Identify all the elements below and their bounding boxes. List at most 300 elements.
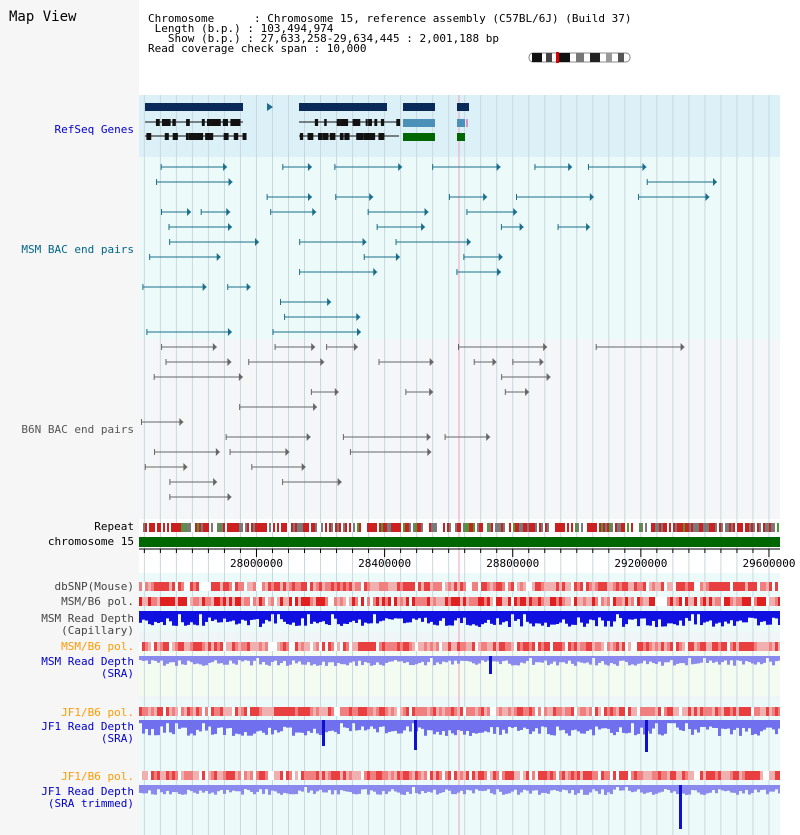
msm-b6-pol-strip (604, 597, 607, 606)
jf1-depth-trimmed-bar (151, 785, 154, 794)
msm-b6-pol-strip (430, 597, 433, 606)
dbsnp-strip (199, 582, 202, 591)
jf1-b6-pol-strip (364, 707, 367, 716)
jf1-depth-sra-bar (583, 720, 586, 734)
repeat-block (617, 523, 619, 532)
jf1-depth-sra-bar (172, 720, 175, 734)
dbsnp-strip (442, 582, 445, 591)
msm-depth-sra-bar (379, 656, 382, 665)
msm-depth-capillary-bar (601, 611, 604, 620)
msm-b6-pol-2-strip (379, 642, 382, 651)
msm-depth-sra-bar (145, 656, 148, 661)
msm-b6-pol-2-strip (415, 642, 418, 651)
jf1-depth-trimmed-bar (541, 785, 544, 793)
repeat-block (177, 523, 179, 532)
msm-depth-capillary-bar (577, 611, 580, 617)
msm-b6-pol-2-strip (343, 642, 346, 651)
repeat-block (193, 523, 195, 532)
dbsnp-strip (286, 582, 289, 591)
repeat-block (557, 523, 559, 532)
msm-depth-sra-bar (745, 656, 748, 661)
msm-b6-pol-2-strip (448, 642, 451, 651)
msm-b6-pol-strip (619, 597, 622, 606)
msm-b6-pol-2-strip (466, 642, 469, 651)
msm-depth-sra-bar (457, 656, 460, 664)
msm-depth-sra-bar (139, 656, 142, 660)
dbsnp-strip (448, 582, 451, 591)
track-canvas[interactable] (139, 95, 780, 835)
jf1-b6-pol-2-strip (490, 771, 493, 780)
jf1-depth-trimmed-bar (376, 785, 379, 794)
jf1-b6-pol-2-strip (601, 771, 604, 780)
msm-depth-sra-bar (607, 656, 610, 666)
jf1-b6-pol-strip (448, 707, 451, 716)
msm-b6-pol-strip (679, 597, 682, 606)
jf1-depth-sra-bar (307, 720, 310, 731)
dbsnp-strip (736, 582, 739, 591)
repeat-block (339, 523, 341, 532)
jf1-depth-sra-bar (292, 720, 295, 736)
dbsnp-strip (283, 582, 286, 591)
jf1-depth-trimmed-bar (487, 785, 490, 789)
msm-b6-pol-strip (331, 597, 334, 606)
jf1-b6-pol-strip (307, 707, 310, 716)
jf1-depth-trimmed-bar (556, 785, 559, 791)
repeat-block (683, 523, 685, 532)
axis-tick-labels (139, 555, 800, 571)
repeat-block (601, 523, 603, 532)
jf1-b6-pol-strip (622, 707, 625, 716)
jf1-b6-pol-strip (745, 707, 748, 716)
jf1-b6-pol-2-strip (361, 771, 364, 780)
dbsnp-strip (454, 582, 457, 591)
dbsnp-strip (676, 582, 679, 591)
jf1-depth-sra-bar (352, 720, 355, 723)
dbsnp-strip (223, 582, 226, 591)
dbsnp-strip (667, 582, 670, 591)
msm-depth-sra-bar (526, 656, 529, 661)
msm-b6-pol-strip (196, 597, 199, 606)
msm-b6-pol-strip (721, 597, 724, 606)
jf1-b6-pol-strip (223, 707, 226, 716)
jf1-b6-pol-2-strip (352, 771, 355, 780)
repeat-block (651, 523, 653, 532)
msm-depth-sra-bar (397, 656, 400, 662)
dbsnp-strip (205, 582, 208, 591)
msm-depth-capillary-bar (469, 611, 472, 625)
msm-depth-sra-bar (580, 656, 583, 663)
dbsnp-strip (214, 582, 217, 591)
jf1-depth-trimmed-bar (616, 785, 619, 787)
msm-depth-sra-bar (430, 656, 433, 658)
msm-b6-pol-2-strip (229, 642, 232, 651)
msm-depth-sra-bar (550, 656, 553, 664)
dbsnp-strip (301, 582, 304, 591)
msm-depth-sra-bar (739, 656, 742, 661)
jf1-depth-trimmed-bar (673, 785, 676, 791)
msm-depth-capillary-bar (376, 611, 379, 623)
msm-depth-sra-bar (334, 656, 337, 666)
jf1-depth-trimmed-bar (574, 785, 577, 795)
jf1-depth-sra-bar (586, 720, 589, 731)
msm-b6-pol-strip (277, 597, 280, 606)
jf1-b6-pol-2-strip (448, 771, 451, 780)
repeat-block (587, 523, 589, 532)
refseq-exon (243, 133, 247, 140)
repeat-block (667, 523, 669, 532)
repeat-block (323, 523, 325, 532)
jf1-depth-sra-bar (328, 720, 331, 731)
jf1-depth-sra-bar (553, 720, 556, 735)
msm-b6-pol-strip (244, 597, 247, 606)
jf1-depth-sra-bar (346, 720, 349, 728)
jf1-depth-sra-bar (700, 720, 703, 727)
msm-depth-capillary-bar (568, 611, 571, 627)
show-range-info: Show (b.p.) : 27,633,258-29,634,445 : 2,001,188 bp (148, 32, 499, 45)
repeat-block (479, 523, 481, 532)
ideogram-band (558, 53, 570, 62)
jf1-depth-sra-bar (298, 720, 301, 732)
jf1-b6-pol-2-strip (472, 771, 475, 780)
repeat-block (627, 523, 629, 532)
jf1-depth-sra-bar (385, 720, 388, 733)
msm-b6-pol-strip (727, 597, 730, 606)
dbsnp-strip (148, 582, 151, 591)
msm-depth-capillary-bar (268, 611, 271, 621)
msm-b6-pol-2-strip (217, 642, 220, 651)
jf1-depth-trimmed-bar (271, 785, 274, 791)
repeat-block (691, 523, 693, 532)
msm-depth-sra-bar (352, 656, 355, 661)
msm-b6-pol-2-strip (754, 642, 757, 651)
msm-depth-capillary-bar (754, 611, 757, 619)
repeat-block (291, 523, 293, 532)
msm-depth-sra-bar (439, 656, 442, 664)
repeat-block (157, 523, 159, 532)
msm-b6-pol-strip (529, 597, 532, 606)
jf1-b6-pol-2-strip (706, 771, 709, 780)
jf1-b6-pol-strip (565, 707, 568, 716)
jf1-b6-pol-2-strip (379, 771, 382, 780)
msm-depth-sra-bar (709, 656, 712, 661)
repeat-block (701, 523, 703, 532)
msm-b6-pol-2-strip (247, 642, 250, 651)
jf1-b6-pol-strip (232, 707, 235, 716)
axis-tick-label: 29600000 (742, 557, 796, 570)
msm-b6-pol-2-strip (670, 642, 673, 651)
jf1-depth-sra-bar (610, 720, 613, 733)
jf1-depth-sra-bar (658, 720, 661, 734)
jf1-b6-pol-2-strip (604, 771, 607, 780)
jf1-b6-pol-strip (439, 707, 442, 716)
repeat-block (375, 523, 377, 532)
repeat-block (307, 523, 309, 532)
jf1-depth-trimmed-bar (445, 785, 448, 789)
jf1-depth-sra-bar (733, 720, 736, 730)
dbsnp-strip (202, 582, 205, 591)
jf1-depth-trimmed-bar (499, 785, 502, 792)
jf1-b6-pol-strip (151, 707, 154, 716)
jf1-depth-sra-bar (709, 720, 712, 727)
jf1-depth-sra-bar (673, 720, 676, 723)
ideogram-band (532, 53, 542, 62)
jf1-depth-trimmed-bar (715, 785, 718, 793)
msm-depth-capillary-bar (478, 611, 481, 627)
jf1-b6-pol-2-strip (187, 771, 190, 780)
msm-b6-pol-strip (346, 597, 349, 606)
msm-b6-pol-2-strip (517, 642, 520, 651)
label-msm-read-depth-sra: MSM Read Depth (SRA) (41, 655, 134, 680)
jf1-b6-pol-2-strip (373, 771, 376, 780)
repeat-block (739, 523, 741, 532)
msm-depth-sra-bar (421, 656, 424, 662)
repeat-block (313, 523, 315, 532)
jf1-depth-trimmed-bar (397, 785, 400, 793)
msm-depth-capillary-bar (529, 611, 532, 624)
msm-depth-sra-bar (202, 656, 205, 666)
msm-b6-pol-2-strip (226, 642, 229, 651)
jf1-b6-pol-strip (148, 707, 151, 716)
jf1-depth-trimmed-bar (385, 785, 388, 794)
dbsnp-strip (769, 582, 772, 591)
jf1-b6-pol-2-strip (145, 771, 148, 780)
msm-depth-sra-bar (442, 656, 445, 662)
msm-depth-capillary-bar (511, 611, 514, 614)
jf1-depth-sra-bar (343, 720, 346, 727)
dbsnp-strip (373, 582, 376, 591)
msm-b6-pol-strip (406, 597, 409, 606)
repeat-block (277, 523, 279, 532)
jf1-b6-pol-strip (196, 707, 199, 716)
msm-b6-pol-strip (505, 597, 508, 606)
jf1-depth-sra-bar (376, 720, 379, 732)
msm-b6-pol-2-strip (148, 642, 151, 651)
jf1-depth-trimmed-bar (211, 785, 214, 793)
dbsnp-strip (661, 582, 664, 591)
msm-depth-sra-bar (586, 656, 589, 663)
msm-b6-pol-2-strip (769, 642, 772, 651)
jf1-b6-pol-strip (658, 707, 661, 716)
jf1-depth-trimmed-bar (298, 785, 301, 791)
jf1-b6-pol-strip (199, 707, 202, 716)
dbsnp-strip (730, 582, 733, 591)
jf1-depth-trimmed-bar (349, 785, 352, 792)
msm-depth-sra-bar (721, 656, 724, 662)
msm-depth-capillary-bar (727, 611, 730, 624)
jf1-depth-trimmed-bar (682, 785, 685, 794)
msm-b6-pol-strip (283, 597, 286, 606)
jf1-b6-pol-strip (529, 707, 532, 716)
msm-b6-pol-2-strip (703, 642, 706, 651)
msm-depth-sra-bar (322, 656, 325, 662)
msm-depth-sra-bar (529, 656, 532, 658)
refseq-exon (330, 133, 332, 140)
jf1-depth-trimmed-bar (316, 785, 319, 791)
jf1-b6-pol-2-strip (199, 771, 202, 780)
msm-depth-capillary-bar (256, 611, 259, 619)
msm-b6-pol-strip (229, 597, 232, 606)
msm-b6-pol-strip (298, 597, 301, 606)
jf1-depth-sra-bar (505, 720, 508, 734)
jf1-b6-pol-strip (265, 707, 268, 716)
jf1-depth-sra-bar (679, 720, 682, 730)
msm-depth-sra-bar (349, 656, 352, 663)
jf1-b6-pol-strip (712, 707, 715, 716)
jf1-depth-sra-bar (280, 720, 283, 731)
msm-b6-pol-2-strip (274, 642, 277, 651)
jf1-b6-pol-strip (469, 707, 472, 716)
jf1-b6-pol-strip (739, 707, 742, 716)
jf1-b6-pol-2-strip (727, 771, 730, 780)
msm-depth-sra-bar (655, 656, 658, 664)
msm-depth-capillary-bar (607, 611, 610, 621)
dbsnp-strip (427, 582, 430, 591)
repeat-block (537, 523, 539, 532)
jf1-depth-trimmed-bar (361, 785, 364, 789)
repeat-block (659, 523, 661, 532)
jf1-b6-pol-strip (517, 707, 520, 716)
jf1-b6-pol-2-strip (142, 771, 145, 780)
jf1-b6-pol-2-strip (724, 771, 727, 780)
msm-depth-sra-bar (187, 656, 190, 661)
dbsnp-strip (718, 582, 721, 591)
refseq-exon (186, 119, 190, 126)
jf1-depth-sra-bar (256, 720, 259, 731)
msm-depth-sra-bar (436, 656, 439, 662)
repeat-block (179, 523, 181, 532)
msm-b6-pol-strip (532, 597, 535, 606)
msm-depth-sra-bar (376, 656, 379, 662)
repeat-block (399, 523, 401, 532)
msm-depth-capillary-bar (673, 611, 676, 624)
msm-depth-sra-bar (244, 656, 247, 660)
repeat-block (509, 523, 511, 532)
jf1-depth-trimmed-bar (379, 785, 382, 795)
dbsnp-strip (574, 582, 577, 591)
jf1-b6-pol-strip (238, 707, 241, 716)
msm-depth-sra-bar (643, 656, 646, 661)
msm-depth-sra-bar (697, 656, 700, 663)
repeat-block (427, 523, 429, 532)
jf1-b6-pol-2-strip (766, 771, 769, 780)
dbsnp-strip (196, 582, 199, 591)
dbsnp-strip (385, 582, 388, 591)
msm-depth-sra-bar (217, 656, 220, 664)
msm-b6-pol-2-strip (277, 642, 280, 651)
jf1-b6-pol-2-strip (286, 771, 289, 780)
jf1-b6-pol-2-strip (631, 771, 634, 780)
msm-depth-sra-bar (754, 656, 757, 665)
repeat-block (265, 523, 267, 532)
msm-depth-sra-bar (766, 656, 769, 658)
msm-b6-pol-strip (265, 597, 268, 606)
repeat-block (543, 523, 545, 532)
jf1-depth-sra-bar (652, 720, 655, 729)
repeat-block (629, 523, 631, 532)
jf1-b6-pol-2-strip (619, 771, 622, 780)
repeat-block (349, 523, 351, 532)
repeat-block (529, 523, 531, 532)
dbsnp-strip (424, 582, 427, 591)
msm-b6-pol-2-strip (406, 642, 409, 651)
jf1-b6-pol-strip (163, 707, 166, 716)
jf1-depth-trimmed-bar (289, 785, 292, 794)
dbsnp-strip (556, 582, 559, 591)
jf1-b6-pol-strip (640, 707, 643, 716)
repeat-block (181, 523, 183, 532)
dbsnp-strip (565, 582, 568, 591)
msm-depth-sra-bar (532, 656, 535, 665)
msm-depth-sra-bar (220, 656, 223, 663)
msm-b6-pol-strip (670, 597, 673, 606)
msm-b6-pol-2-strip (553, 642, 556, 651)
jf1-b6-pol-strip (328, 707, 331, 716)
msm-b6-pol-strip (478, 597, 481, 606)
jf1-depth-trimmed-bar (172, 785, 175, 792)
msm-b6-pol-2-strip (664, 642, 667, 651)
jf1-b6-pol-strip (730, 707, 733, 716)
msm-b6-pol-strip (190, 597, 193, 606)
jf1-depth-sra-bar (760, 720, 763, 731)
jf1-depth-trimmed-bar (145, 785, 148, 793)
msm-b6-pol-strip (373, 597, 376, 606)
dbsnp-strip (763, 582, 766, 591)
msm-b6-pol-strip (289, 597, 292, 606)
jf1-depth-sra-bar (766, 720, 769, 728)
msm-depth-capillary-bar (544, 611, 547, 623)
jf1-b6-pol-strip (742, 707, 745, 716)
msm-depth-capillary-bar (226, 611, 229, 622)
dbsnp-strip (433, 582, 436, 591)
jf1-b6-pol-2-strip (478, 771, 481, 780)
msm-b6-pol-strip (568, 597, 571, 606)
jf1-b6-pol-strip (295, 707, 298, 716)
jf1-depth-sra-bar (175, 720, 178, 723)
chromosome-ideogram[interactable] (528, 52, 632, 64)
jf1-b6-pol-2-strip (643, 771, 646, 780)
jf1-b6-pol-strip (694, 707, 697, 716)
refseq-gene-bar (403, 103, 435, 111)
dbsnp-strip (478, 582, 481, 591)
dbsnp-strip (670, 582, 673, 591)
jf1-depth-sra-bar (271, 720, 274, 734)
jf1-b6-pol-2-strip (682, 771, 685, 780)
jf1-depth-trimmed-bar (415, 785, 418, 793)
msm-b6-pol-strip (364, 597, 367, 606)
jf1-depth-sra-bar (181, 720, 184, 728)
msm-depth-capillary-bar (724, 611, 727, 622)
ideogram-position-marker (556, 52, 559, 63)
msm-depth-capillary-bar (262, 611, 265, 624)
msm-depth-capillary-bar (664, 611, 667, 626)
msm-b6-pol-strip (253, 597, 256, 606)
repeat-block (219, 523, 221, 532)
repeat-block (345, 523, 347, 532)
msm-depth-capillary-bar (751, 611, 754, 618)
jf1-depth-sra-bar (724, 720, 727, 729)
label-jf1-b6-pol-2: JF1/B6 pol. (61, 770, 134, 783)
jf1-b6-pol-2-strip (700, 771, 703, 780)
msm-depth-capillary-bar (745, 611, 748, 622)
msm-depth-sra-bar (454, 656, 457, 661)
repeat-block (719, 523, 721, 532)
jf1-depth-sra-bar (424, 720, 427, 736)
msm-b6-pol-strip (421, 597, 424, 606)
jf1-b6-pol-2-strip (283, 771, 286, 780)
dbsnp-strip (694, 582, 697, 591)
msm-b6-pol-2-strip (265, 642, 268, 651)
repeat-block (187, 523, 189, 532)
